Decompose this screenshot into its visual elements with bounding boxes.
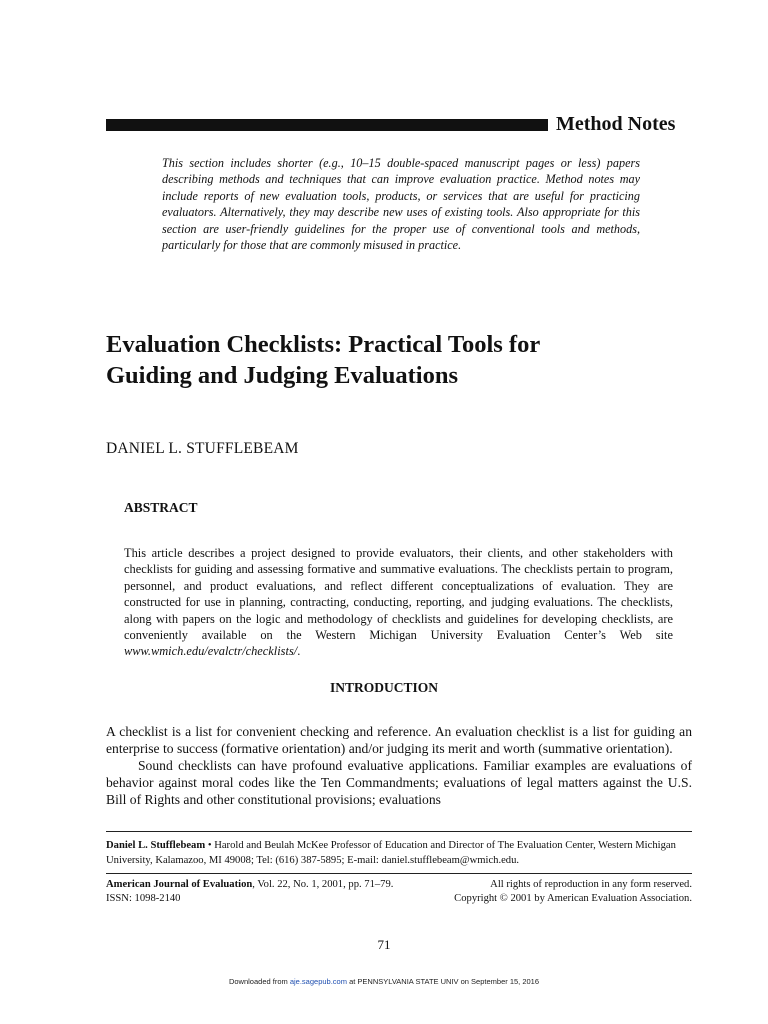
footnote-author-name: Daniel L. Stufflebeam — [106, 840, 206, 851]
journal-rights: All rights of reproduction in any form reserved. — [490, 879, 692, 890]
footnote-bullet: • — [207, 840, 212, 851]
introduction-paragraph-1: A checklist is a list for convenient checking and reference. An evaluation checklist is a list for guiding an enterprise to success (formative orientation) and/or judging its merit and worth (summative orientation). — [106, 724, 692, 756]
author-footnote — [106, 838, 692, 868]
abstract-heading: ABSTRACT — [124, 500, 198, 515]
journal-citation: , Vol. 22, No. 1, 2001, pp. 71–79. — [252, 879, 394, 890]
journal-name: American Journal of Evaluation — [106, 879, 253, 890]
article-title-line-2: Guiding and Judging Evaluations — [106, 362, 459, 389]
journal-issn: ISSN: 1098-2140 — [106, 893, 181, 904]
abstract-body-text: This article describes a project designed to provide evaluators, their clients, and other stakeholders with checklists for guiding and assessing formative and summative evaluations. The checklists pertain to program, personnel, and product evaluations, and reflect different conceptualizations of evaluation. They are constructed for use in planning, contracting, conducting, reporting, and judging evaluations. The checklists, along with papers on the logic and methodology of checklists and guidelines for developing checklists, are conveniently available on the Western Michigan University Evaluation Center’s Web site — [124, 546, 673, 643]
journal-divider — [106, 873, 692, 874]
introduction-paragraph-2: Sound checklists can have profound evaluative applications. Familiar examples are evaluations of behavior against moral codes like the Ten Commandments; evaluations of legal matters against the U.S. Bill of Rights and other constitutional provisions; evaluations — [106, 758, 692, 807]
article-title — [106, 329, 706, 391]
abstract-text — [124, 545, 673, 660]
article-title-line-1: Evaluation Checklists: Practical Tools for — [106, 331, 541, 358]
introduction-body — [106, 723, 692, 808]
download-source-link[interactable]: aje.sagepub.com — [289, 977, 347, 986]
page-number: 71 — [377, 937, 391, 952]
download-suffix: at PENNSYLVANIA STATE UNIV on September 15, 2016 — [349, 977, 540, 986]
abstract-url-link[interactable]: www.wmich.edu/evalctr/checklists/ — [124, 644, 298, 659]
abstract-end: . — [297, 644, 301, 659]
download-notice — [0, 977, 768, 986]
author-name: DANIEL L. STUFFLEBEAM — [106, 440, 299, 457]
section-description: This section includes shorter (e.g., 10–15 double-spaced manuscript pages or less) papers describing methods and techniques that can improve evaluation practice. Method notes may include reports of new evaluation tools, products, or services that are useful for practicing evaluators. Alternatively, they may describe new uses of existing tools. Also appropriate for this section are user-friendly guidelines for the proper use of conventional tools and methods, particularly for those that are commonly misused in practice. — [162, 156, 640, 253]
download-prefix: Downloaded from — [228, 977, 288, 986]
footnote-divider — [106, 831, 692, 832]
footnote-affiliation: Harold and Beulah McKee Professor of Education and Director of The Evaluation Center, Western Michigan University, Kalamazoo, MI 49008; Tel: (616) 387-5895; E-mail: daniel.stufflebeam@wmich.edu. — [106, 840, 676, 866]
section-header-bar — [106, 119, 548, 131]
journal-info — [106, 878, 692, 906]
introduction-heading: INTRODUCTION — [329, 680, 438, 695]
journal-copyright: Copyright © 2001 by American Evaluation Association. — [454, 893, 692, 904]
section-title: Method Notes — [556, 113, 676, 135]
